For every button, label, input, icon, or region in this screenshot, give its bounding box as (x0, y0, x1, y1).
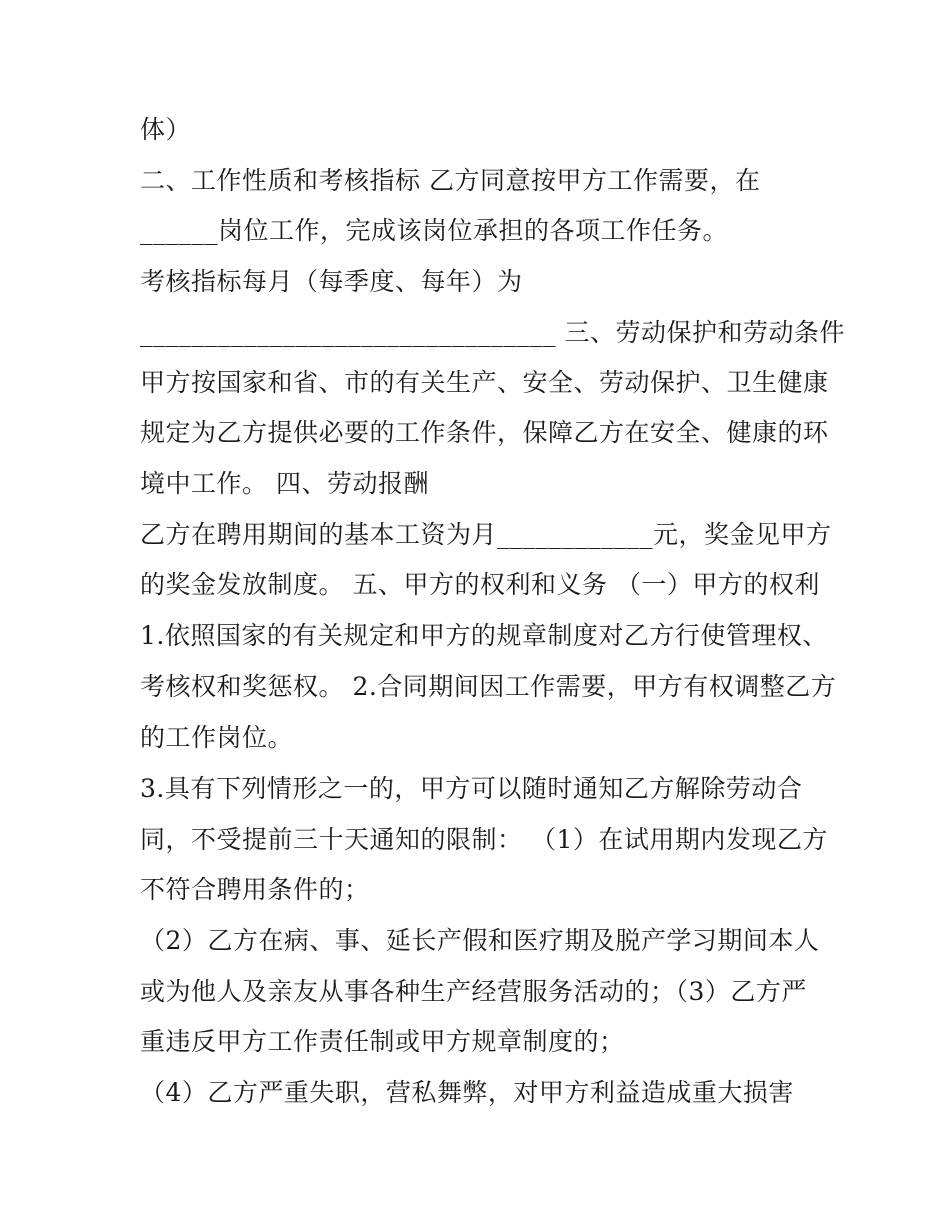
text-line: 1.依照国家的有关规定和甲方的规章制度对乙方行使管理权、 (140, 621, 828, 650)
text-line: 考核权和奖惩权。 2.合同期间因工作需要，甲方有权调整乙方 (140, 672, 837, 701)
text-line: 的奖金发放制度。 五、甲方的权利和义务 （一）甲方的权利 (140, 570, 820, 599)
text-line: 体） (140, 115, 192, 144)
text-line: （2）乙方在病、事、延长产假和医疗期及脱产学习期间本人 (140, 926, 820, 955)
text-line: ________________________________ 三、劳动保护和劳动条件 (140, 318, 845, 347)
text-line: 同，不受提前三十天通知的限制： （1）在试用期内发现乙方 (140, 825, 828, 854)
text-line: 3.具有下列情形之一的，甲方可以随时通知乙方解除劳动合 (140, 774, 803, 803)
text-line: 考核指标每月（每季度、每年）为 (140, 267, 523, 296)
text-line: 不符合聘用条件的； (140, 875, 370, 904)
text-line: ______岗位工作，完成该岗位承担的各项工作任务。 (140, 216, 729, 245)
text-line: 境中工作。 四、劳动报酬 (140, 469, 429, 498)
text-line: 或为他人及亲友从事各种生产经营服务活动的；（3）乙方严 (140, 977, 807, 1006)
text-line: 甲方按国家和省、市的有关生产、安全、劳动保护、卫生健康 (140, 368, 829, 397)
text-line: 二、工作性质和考核指标 乙方同意按甲方工作需要，在 (140, 166, 761, 195)
text-line: 的工作岗位。 (140, 723, 294, 752)
text-line: 规定为乙方提供必要的工作条件，保障乙方在安全、健康的环 (140, 418, 829, 447)
text-line: （4）乙方严重失职，营私舞弊，对甲方利益造成重大损害 (140, 1078, 794, 1107)
text-line: 重违反甲方工作责任制或甲方规章制度的； (140, 1027, 625, 1056)
text-line: 乙方在聘用期间的基本工资为月____________元，奖金见甲方 (140, 520, 832, 549)
